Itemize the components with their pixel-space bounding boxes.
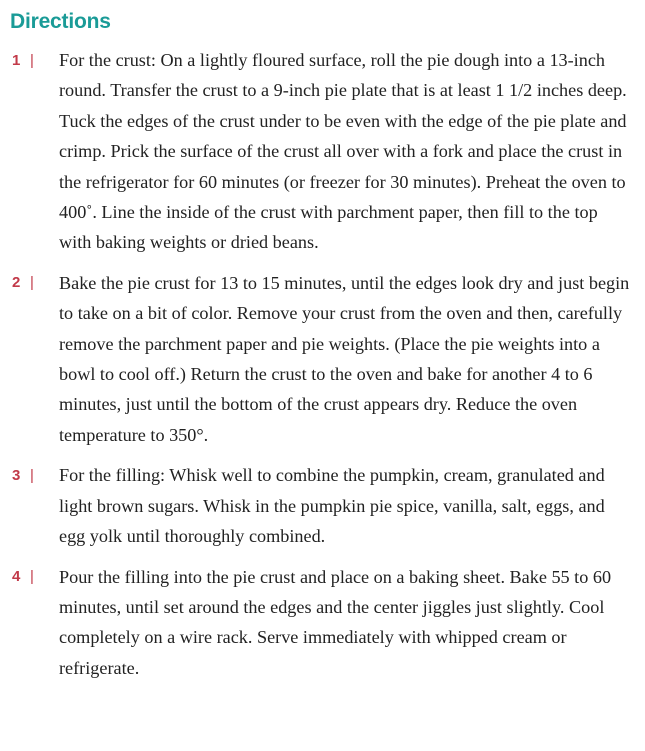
step-text: Pour the filling into the pie crust and place on a baking sheet. Bake 55 to 60 minutes, until set around the edges and the center jiggles just slightly. Cool completely on a wire rack. Serve immediately with whipped cream or refrigerate.: [59, 566, 612, 678]
step-text: For the filling: Whisk well to combine the pumpkin, cream, granulated and light brown sugars. Whisk in the pumpkin pie spice, vanilla, salt, eggs, and egg yolk until thoroughly combined.: [59, 465, 605, 547]
step-number: 3: [12, 466, 21, 484]
direction-step-1: [0, 45, 645, 258]
direction-step-2: [0, 268, 645, 450]
step-marker: [12, 460, 52, 490]
step-separator: |: [30, 274, 34, 292]
step-marker: [12, 45, 52, 75]
step-text: For the crust: On a lightly floured surface, roll the pie dough into a 13-inch round. Transfer the crust to a 9-inch pie plate that is at least 1 1/2 inches deep. Tuck the edges of the crust under to be even with the edge of the pie plate and crimp. Prick the surface of the crust all over with a fork and place the crust in the refrigerator for 60 minutes (or freezer for 30 minutes). Preheat the oven to 400˚. Line the inside of the crust with parchment paper, then fill to the top with baking weights or dried beans.: [59, 50, 627, 253]
step-number: 1: [12, 51, 21, 69]
directions-heading: Directions: [10, 10, 111, 33]
step-separator: |: [30, 51, 34, 69]
step-marker: [12, 562, 52, 592]
direction-step-3: [0, 460, 645, 551]
step-number: 2: [12, 274, 21, 292]
step-text: Bake the pie crust for 13 to 15 minutes, until the edges look dry and just begin to take on a bit of color. Remove your crust from the oven and then, carefully remove the parchment paper and pie weights. (Place the pie weights into a bowl to cool off.) Return the crust to the oven and bake for another 4 to 6 minutes, just until the bottom of the crust appears dry. Reduce the oven temperature to 350°.: [59, 272, 630, 445]
step-marker: [12, 268, 52, 298]
step-separator: |: [30, 568, 34, 585]
step-separator: |: [30, 466, 34, 484]
direction-step-4: [0, 562, 645, 684]
step-number: 4: [12, 568, 21, 585]
directions-step-list: [0, 45, 645, 683]
